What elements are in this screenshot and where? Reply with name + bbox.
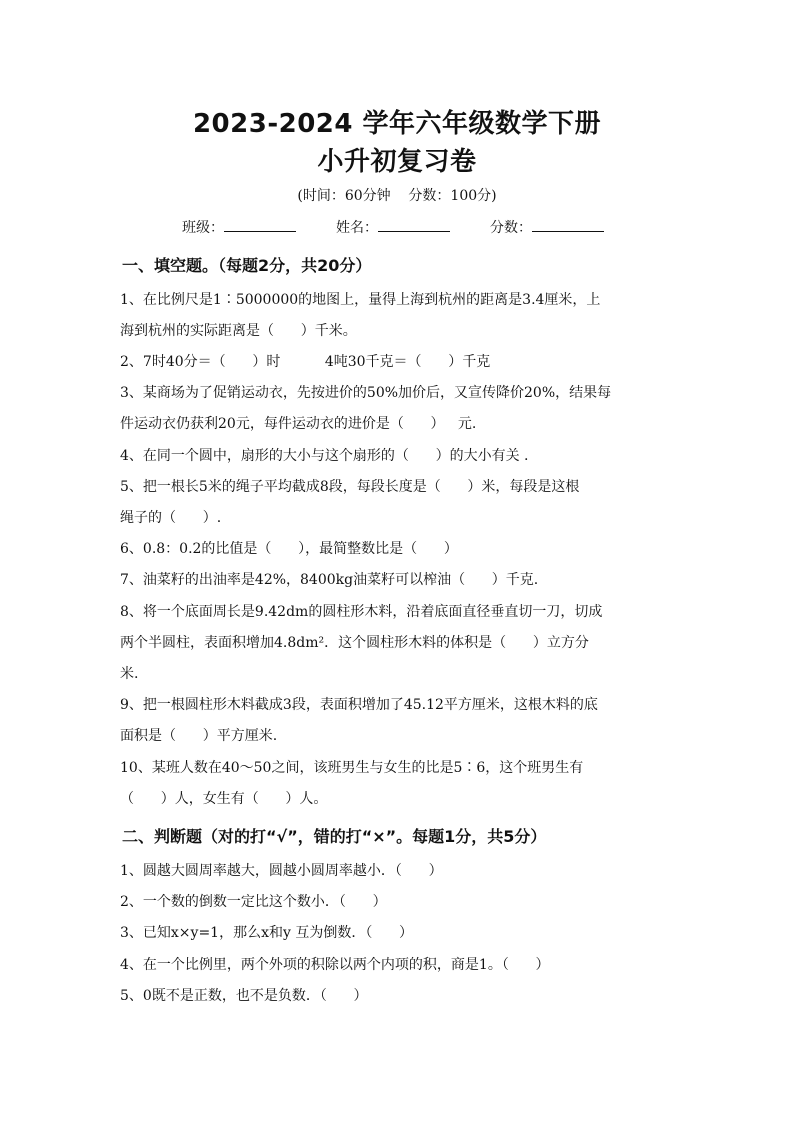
- name-blank: [378, 217, 450, 232]
- time-score-note: (时间：60分钟 分数：100分): [297, 188, 497, 204]
- class-label: 班级：: [182, 220, 224, 236]
- question-line: 1、圆越大圆周率越大，圆越小圆周率越小．（ ）: [120, 863, 443, 879]
- page-title: 2023-2024 学年六年级数学下册: [192, 109, 602, 139]
- question-line: 1、在比例尺是1∶5000000的地图上，量得上海到杭州的距离是3.4厘米，上: [120, 292, 601, 308]
- question-line: 米.: [120, 666, 139, 682]
- question-line: 4、在一个比例里，两个外项的积除以两个内项的积，商是1。（ ）: [120, 957, 550, 973]
- question-line: 10、某班人数在40～50之间，该班男生与女生的比是5∶6，这个班男生有: [120, 760, 584, 776]
- class-blank: [224, 217, 296, 232]
- student-info-row: [182, 217, 604, 237]
- question-line: 海到杭州的实际距离是（ ）千米。: [120, 323, 357, 339]
- page-subtitle-title: 小升初复习卷: [317, 147, 477, 177]
- question-line: 4、在同一个圆中，扇形的大小与这个扇形的（ ）的大小有关 .: [120, 448, 529, 464]
- section-true-false-heading: 二、判断题（对的打“√”，错的打“×”。每题1分，共5分）: [122, 827, 547, 846]
- question-line: 9、把一根圆柱形木料截成3段，表面积增加了45.12平方厘米，这根木料的底: [120, 697, 598, 713]
- question-line: 5、0既不是正数，也不是负数．（ ）: [120, 988, 368, 1004]
- question-line: 面积是（ ）平方厘米.: [120, 728, 278, 744]
- question-line: 绳子的（ ）.: [120, 510, 222, 526]
- question-line: 3、已知x×y=1，那么x和y 互为倒数．（ ）: [120, 925, 414, 941]
- question-line: 2、7时40分＝（ ）时 4吨30千克＝（ ）千克: [120, 354, 491, 370]
- question-line: 3、某商场为了促销运动衣，先按进价的50%加价后，又宣传降价20%，结果每: [120, 385, 612, 401]
- question-line: 7、油菜籽的出油率是42%，8400kg油菜籽可以榨油（ ）千克.: [120, 572, 539, 588]
- question-line: 2、一个数的倒数一定比这个数小．（ ）: [120, 894, 387, 910]
- score-blank: [532, 217, 604, 232]
- name-label: 姓名：: [336, 220, 378, 236]
- question-line: 5、把一根长5米的绳子平均截成8段，每段长度是（ ）米，每段是这根: [120, 479, 580, 495]
- question-line: 件运动衣仍获利20元，每件运动衣的进价是（ ） 元.: [120, 416, 477, 432]
- question-line: （ ）人，女生有（ ）人。: [120, 791, 328, 807]
- question-line: 两个半圆柱，表面积增加4.8dm²．这个圆柱形木料的体积是（ ）立方分: [120, 635, 589, 651]
- section-fill-in-heading: 一、填空题。（每题2分，共20分）: [122, 256, 372, 275]
- score-label: 分数：: [490, 220, 532, 236]
- question-line: 8、将一个底面周长是9.42dm的圆柱形木料，沿着底面直径垂直切一刀，切成: [120, 604, 603, 620]
- question-line: 6、0.8：0.2的比值是（ ），最简整数比是（ ）: [120, 541, 458, 557]
